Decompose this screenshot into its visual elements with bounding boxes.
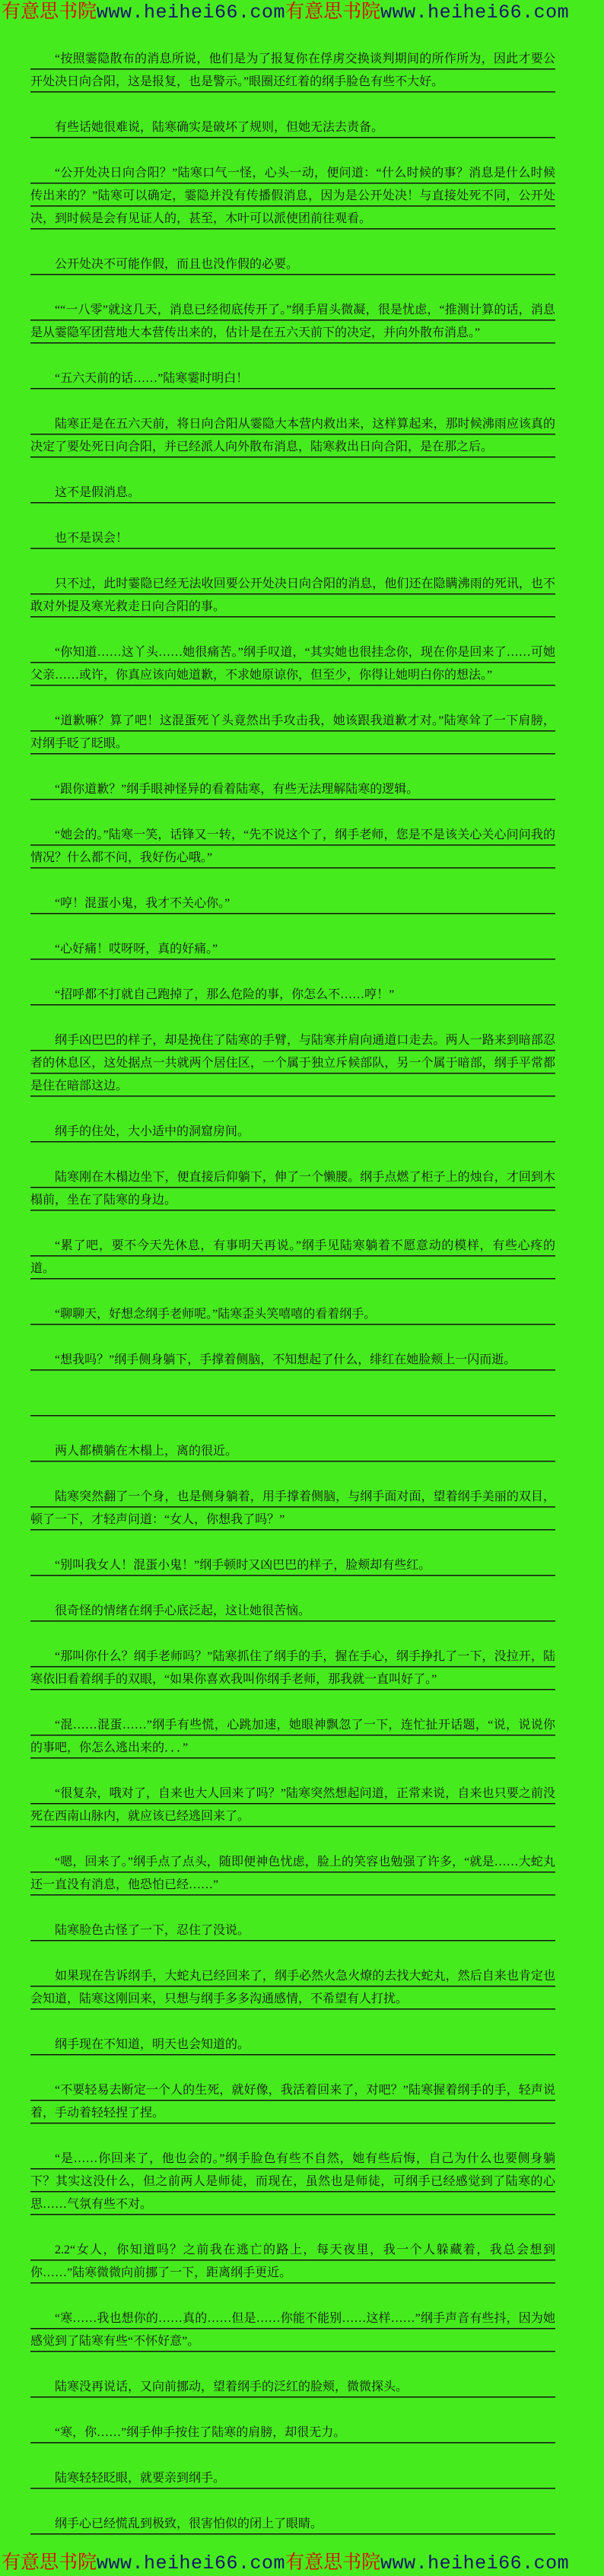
site-watermark-header <box>0 0 604 25</box>
novel-paragraph: “寒，你……”纲手伸手按住了陆寒的肩膀，却很无力。 <box>30 2422 555 2444</box>
novel-paragraph: 纲手凶巴巴的样子，却是挽住了陆寒的手臂，与陆寒并肩向通道口走去。两人一路来到暗部忍者的休息区，这处据点一共就两个居住区，一个属于独立斥候部队，另一个属于暗部，纲手平常都是住在暗部这边。 <box>30 1029 555 1098</box>
novel-paragraph: “不要轻易去断定一个人的生死，就好像，我活着回来了，对吧？”陆寒握着纲手的手，轻声说着，手动着轻轻捏了捏。 <box>30 2079 555 2125</box>
novel-paragraph: “五六天前的话……”陆寒霎时明白！ <box>30 367 555 390</box>
novel-paragraph: “她会的。”陆寒一笑，话锋又一转，“先不说这个了，纲手老师，您是不是该关心关心问问我的情况？什么都不问，我好伤心哦。” <box>30 824 555 870</box>
novel-paragraph: “跟你道歉？”纲手眼神怪异的看着陆寒，有些无法理解陆寒的逻辑。 <box>30 778 555 801</box>
novel-paragraph: “想我吗？”纲手侧身躺下，手撑着侧脑，不知想起了什么，绯红在她脸颊上一闪而逝。 <box>30 1349 555 1372</box>
novel-paragraph: 纲手现在不知道，明天也会知道的。 <box>30 2034 555 2056</box>
novel-paragraph <box>30 1395 555 1417</box>
novel-paragraph: 只不过，此时霎隐已经无法收回要公开处决日向合阳的消息，他们还在隐瞒沸雨的死讯，也不敢对外提及寒光救走日向合阳的事。 <box>30 573 555 619</box>
watermark-segment: 有意思书院 <box>2 2552 97 2573</box>
novel-paragraph: “是……你回来了，他也会的。”纲手脸色有些不自然，她有些后悔，自己为什么也要侧身躺下？其实这没什么，但之前两人是师徒，而现在，虽然也是师徒，可纲手已经感觉到了陆寒的心思……气氛有些不对。 <box>30 2148 555 2216</box>
novel-paragraph: 纲手的住处，大小适中的洞窟房间。 <box>30 1121 555 1143</box>
novel-paragraph: “寒……我也想你的……真的……但是……你能不能别……这样……”纲手声音有些抖，因为她感觉到了陆寒有些“不怀好意”。 <box>30 2307 555 2353</box>
watermark-segment: 有意思书院 <box>2 2 97 22</box>
novel-paragraph: 公开处决不可能作假，而且也没作假的必要。 <box>30 253 555 276</box>
watermark-segment: 有意思书院 <box>285 2 381 22</box>
novel-paragraph: “招呼都不打就自己跑掉了，那么危险的事，你怎么不……哼！” <box>30 984 555 1007</box>
novel-paragraph: “道歉嘛？算了吧！这混蛋死丫头竟然出手攻击我，她该跟我道歉才对。”陆寒耸了一下肩膀，对纲手眨了眨眼。 <box>30 710 555 755</box>
novel-paragraph: 也不是误会！ <box>30 527 555 550</box>
watermark-segment: www.heihei66.com <box>380 2 570 24</box>
novel-paragraph: 陆寒刚在木榻边坐下，便直接后仰躺下，伸了一个懒腰。纲手点燃了柜子上的烛台，才回到木榻前，坐在了陆寒的身边。 <box>30 1166 555 1212</box>
novel-paragraph: 陆寒轻轻眨眼，就要亲到纲手。 <box>30 2467 555 2490</box>
novel-paragraph: “累了吧，要不今天先休息，有事明天再说。”纲手见陆寒躺着不愿意动的模样，有些心疼的道。 <box>30 1235 555 1280</box>
novel-paragraph: 陆寒突然翻了一个身，也是侧身躺着，用手撑着侧脑，与纲手面对面，望着纲手美丽的双目，顿了一下，才轻声问道：“女人，你想我了吗？” <box>30 1486 555 1531</box>
novel-paragraph: “很复杂，哦对了，自来也大人回来了吗？”陆寒突然想起问道，正常来说，自来也只要之前没死在西南山脉内，就应该已经逃回来了。 <box>30 1783 555 1828</box>
novel-paragraph: 两人都横躺在木榻上，离的很近。 <box>30 1440 555 1463</box>
novel-paragraph: 陆寒脸色古怪了一下，忍住了没说。 <box>30 1919 555 1942</box>
novel-paragraph: 有些话她很难说，陆寒确实是破坏了规则，但她无法去责备。 <box>30 116 555 139</box>
novel-paragraph: “聊聊天，好想念纲手老师呢。”陆寒歪头笑嘻嘻的看着纲手。 <box>30 1303 555 1326</box>
watermark-segment: www.heihei66.com <box>380 2552 570 2574</box>
novel-paragraph: 很奇怪的情绪在纲手心底泛起，这让她很苦恼。 <box>30 1600 555 1623</box>
novel-paragraph: ““一八零”就这几天，消息已经彻底传开了。”纲手眉头微凝，很是忧虑，“推测计算的话，消息是从霎隐军团营地大本营传出来的，估计是在五六天前下的决定，并向外散布消息。” <box>30 299 555 345</box>
novel-paragraph: “那叫你什么？纲手老师吗？”陆寒抓住了纲手的手，握在手心，纲手挣扎了一下，没拉开，陆寒依旧看着纲手的双眼，“如果你喜欢我叫你纲手老师，那我就一直叫好了。” <box>30 1646 555 1691</box>
site-watermark-footer <box>0 2551 604 2576</box>
novel-paragraph: “别叫我女人！混蛋小鬼！”纲手顿时又凶巴巴的样子，脸颊却有些红。 <box>30 1554 555 1577</box>
novel-paragraph: 这不是假消息。 <box>30 482 555 504</box>
novel-paragraph: “公开处决日向合阳？”陆寒口气一怪，心头一动，便问道：“什么时候的事？消息是什么时候传出来的？”陆寒可以确定，霎隐并没有传播假消息，因为是公开处决！与直接处死不同，公开处决，到时候是会有见证人的，甚至，木叶可以派使团前往观看。 <box>30 162 555 231</box>
novel-paragraph: “嗯，回来了。”纲手点了点头，随即便神色忧虑，脸上的笑容也勉强了许多，“就是……大蛇丸还一直没有消息，他恐怕已经……” <box>30 1851 555 1897</box>
novel-paragraph: “按照霎隐散布的消息所说，他们是为了报复你在俘虏交换谈判期间的所作所为，因此才要公开处决日向合阳，这是报复，也是警示。”眼圈还红着的纲手脸色有些不大好。 <box>30 48 555 94</box>
novel-paragraph: 如果现在告诉纲手，大蛇丸已经回来了，纲手必然火急火燎的去找大蛇丸，然后自来也肯定也会知道，陆寒这刚回来，只想与纲手多多沟通感情，不希望有人打扰。 <box>30 1965 555 2011</box>
chapter-text <box>30 25 555 2536</box>
watermark-segment: 有意思书院 <box>285 2552 381 2573</box>
novel-paragraph: 纲手心已经慌乱到极致，很害怕似的闭上了眼睛。 <box>30 2513 555 2536</box>
novel-paragraph: “混……混蛋……”纲手有些慌，心跳加速，她眼神飘忽了一下，连忙扯开话题，“说，说说你的事吧，你怎么逃出来的．．．” <box>30 1714 555 1760</box>
novel-paragraph: 2.2“女人，你知道吗？之前我在逃亡的路上，每天夜里，我一个人躲藏着，我总会想到你……”陆寒微微向前挪了一下，距离纲手更近。 <box>30 2239 555 2285</box>
novel-paragraph: “你知道……这丫头……她很痛苦。”纲手叹道，“其实她也很挂念你，现在你是回来了……可她父亲……或许，你真应该向她道歉，不求她原谅你，但至少，你得让她明白你的想法。” <box>30 641 555 687</box>
novel-paragraph: 陆寒正是在五六天前，将日向合阳从霎隐大本营内救出来，这样算起来，那时候沸雨应该真的决定了要处死日向合阳，并已经派人向外散布消息，陆寒救出日向合阳，是在那之后。 <box>30 413 555 459</box>
novel-paragraph: 陆寒没再说话，又向前挪动，望着纲手的泛红的脸颊，微微探头。 <box>30 2376 555 2399</box>
novel-paragraph: “心好痛！哎呀呀，真的好痛。” <box>30 938 555 961</box>
watermark-segment: www.heihei66.com <box>97 2552 286 2574</box>
novel-paragraph: “哼！混蛋小鬼，我才不关心你。” <box>30 892 555 915</box>
watermark-segment: www.heihei66.com <box>97 2 286 24</box>
